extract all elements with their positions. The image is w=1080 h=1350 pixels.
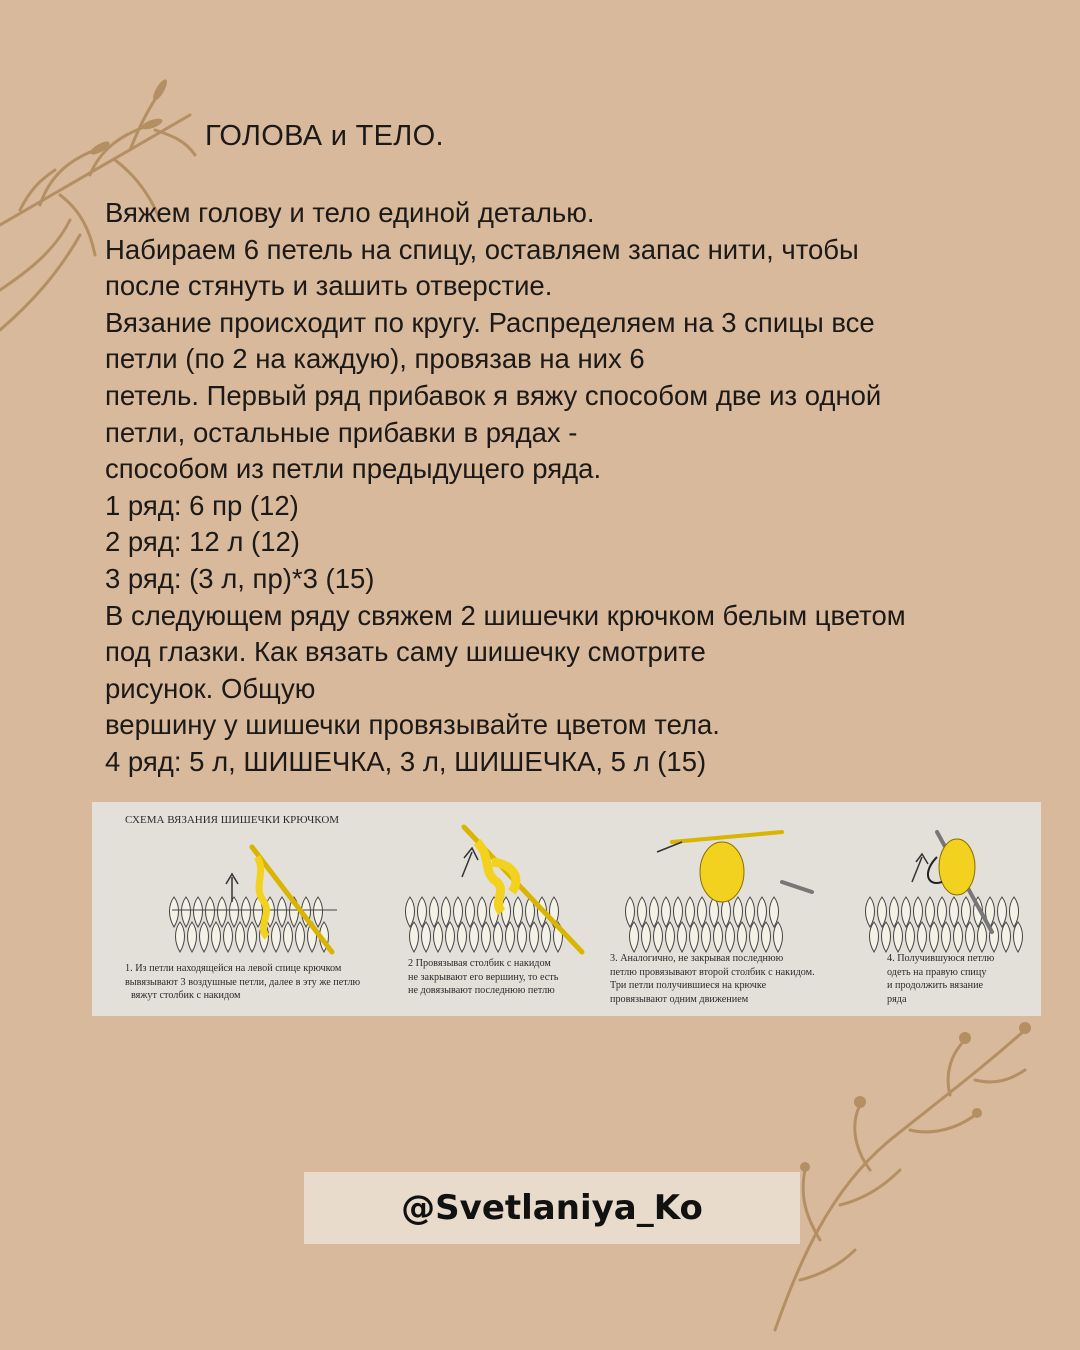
- instruction-line: рисунок. Общую: [105, 672, 316, 704]
- row-instruction: 3 ряд: (3 л, пр)*3 (15): [105, 562, 375, 594]
- instruction-line: под глазки. Как вязать саму шишечку смотрите: [105, 636, 706, 668]
- section-heading: ГОЛОВА и ТЕЛО.: [205, 120, 444, 152]
- author-handle-box: [304, 1172, 800, 1244]
- step-1-caption: 1. Из петли находящейся на левой спице крючком вывязывают 3 воздушные петли, далее в эту же петлю вяжут столбик с накидом: [125, 963, 361, 1001]
- instruction-line: Вязание происходит по кругу. Распределяем на 3 спицы все: [105, 306, 875, 338]
- instruction-line: способом из петли предыдущего ряда.: [105, 453, 602, 485]
- row-instruction: 4 ряд: 5 л, ШИШЕЧКА, 3 л, ШИШЕЧКА, 5 л (15): [105, 745, 707, 777]
- stitch-row-icon: [866, 897, 1023, 952]
- bobble-stitch-diagram: [92, 802, 1041, 1016]
- pattern-instructions: [105, 195, 1045, 781]
- step-4-caption: 4. Получившуюся петлю одеть на правую спицу и продолжить вязание ряда: [887, 953, 995, 1005]
- instruction-line: вершину у шишечки провязывайте цветом тела.: [105, 709, 720, 741]
- instruction-line: В следующем ряду свяжем 2 шишечки крючком белым цветом: [105, 599, 906, 631]
- arrow-icon: [657, 842, 682, 852]
- stitch-row-icon: [626, 897, 783, 952]
- instruction-line: петель. Первый ряд прибавок я вяжу способом две из одной: [105, 379, 882, 411]
- bobble-stitch: [939, 839, 975, 895]
- knitting-needle-icon: [782, 882, 812, 892]
- arrow-icon: [226, 874, 238, 902]
- arrow-icon: [912, 854, 928, 882]
- leaf-branch-icon: [760, 1010, 1040, 1340]
- bobble-stitch: [700, 842, 744, 902]
- diagram-title: СХЕМА ВЯЗАНИЯ ШИШЕЧКИ КРЮЧКОМ: [125, 814, 340, 826]
- arrow-icon: [462, 848, 478, 877]
- row-instruction: 2 ряд: 12 л (12): [105, 526, 300, 558]
- instruction-line: Набираем 6 петель на спицу, оставляем запас нити, чтобы: [105, 233, 859, 265]
- instruction-line: петли, остальные прибавки в рядах -: [105, 416, 578, 448]
- instruction-line: Вяжем голову и тело единой деталью.: [105, 197, 595, 228]
- step-2-caption: 2 Провязывая столбик с накидом не закрывают его вершину, то есть не довязывают последнюю петлю: [408, 958, 559, 996]
- step-3-caption: 3. Аналогично, не закрывая последнюю петлю провязывают второй столбик с накидом. Три петли получившиеся на крючке провязывают одним движением: [610, 953, 815, 1005]
- instruction-line: петли (по 2 на каждую), провязав на них 6: [105, 343, 645, 375]
- instruction-line: после стянуть и зашить отверстие.: [105, 270, 553, 302]
- row-instruction: 1 ряд: 6 пр (12): [105, 489, 299, 521]
- author-handle: @Svetlaniya_Ko: [401, 1188, 703, 1228]
- knitting-needle-icon: [672, 832, 782, 842]
